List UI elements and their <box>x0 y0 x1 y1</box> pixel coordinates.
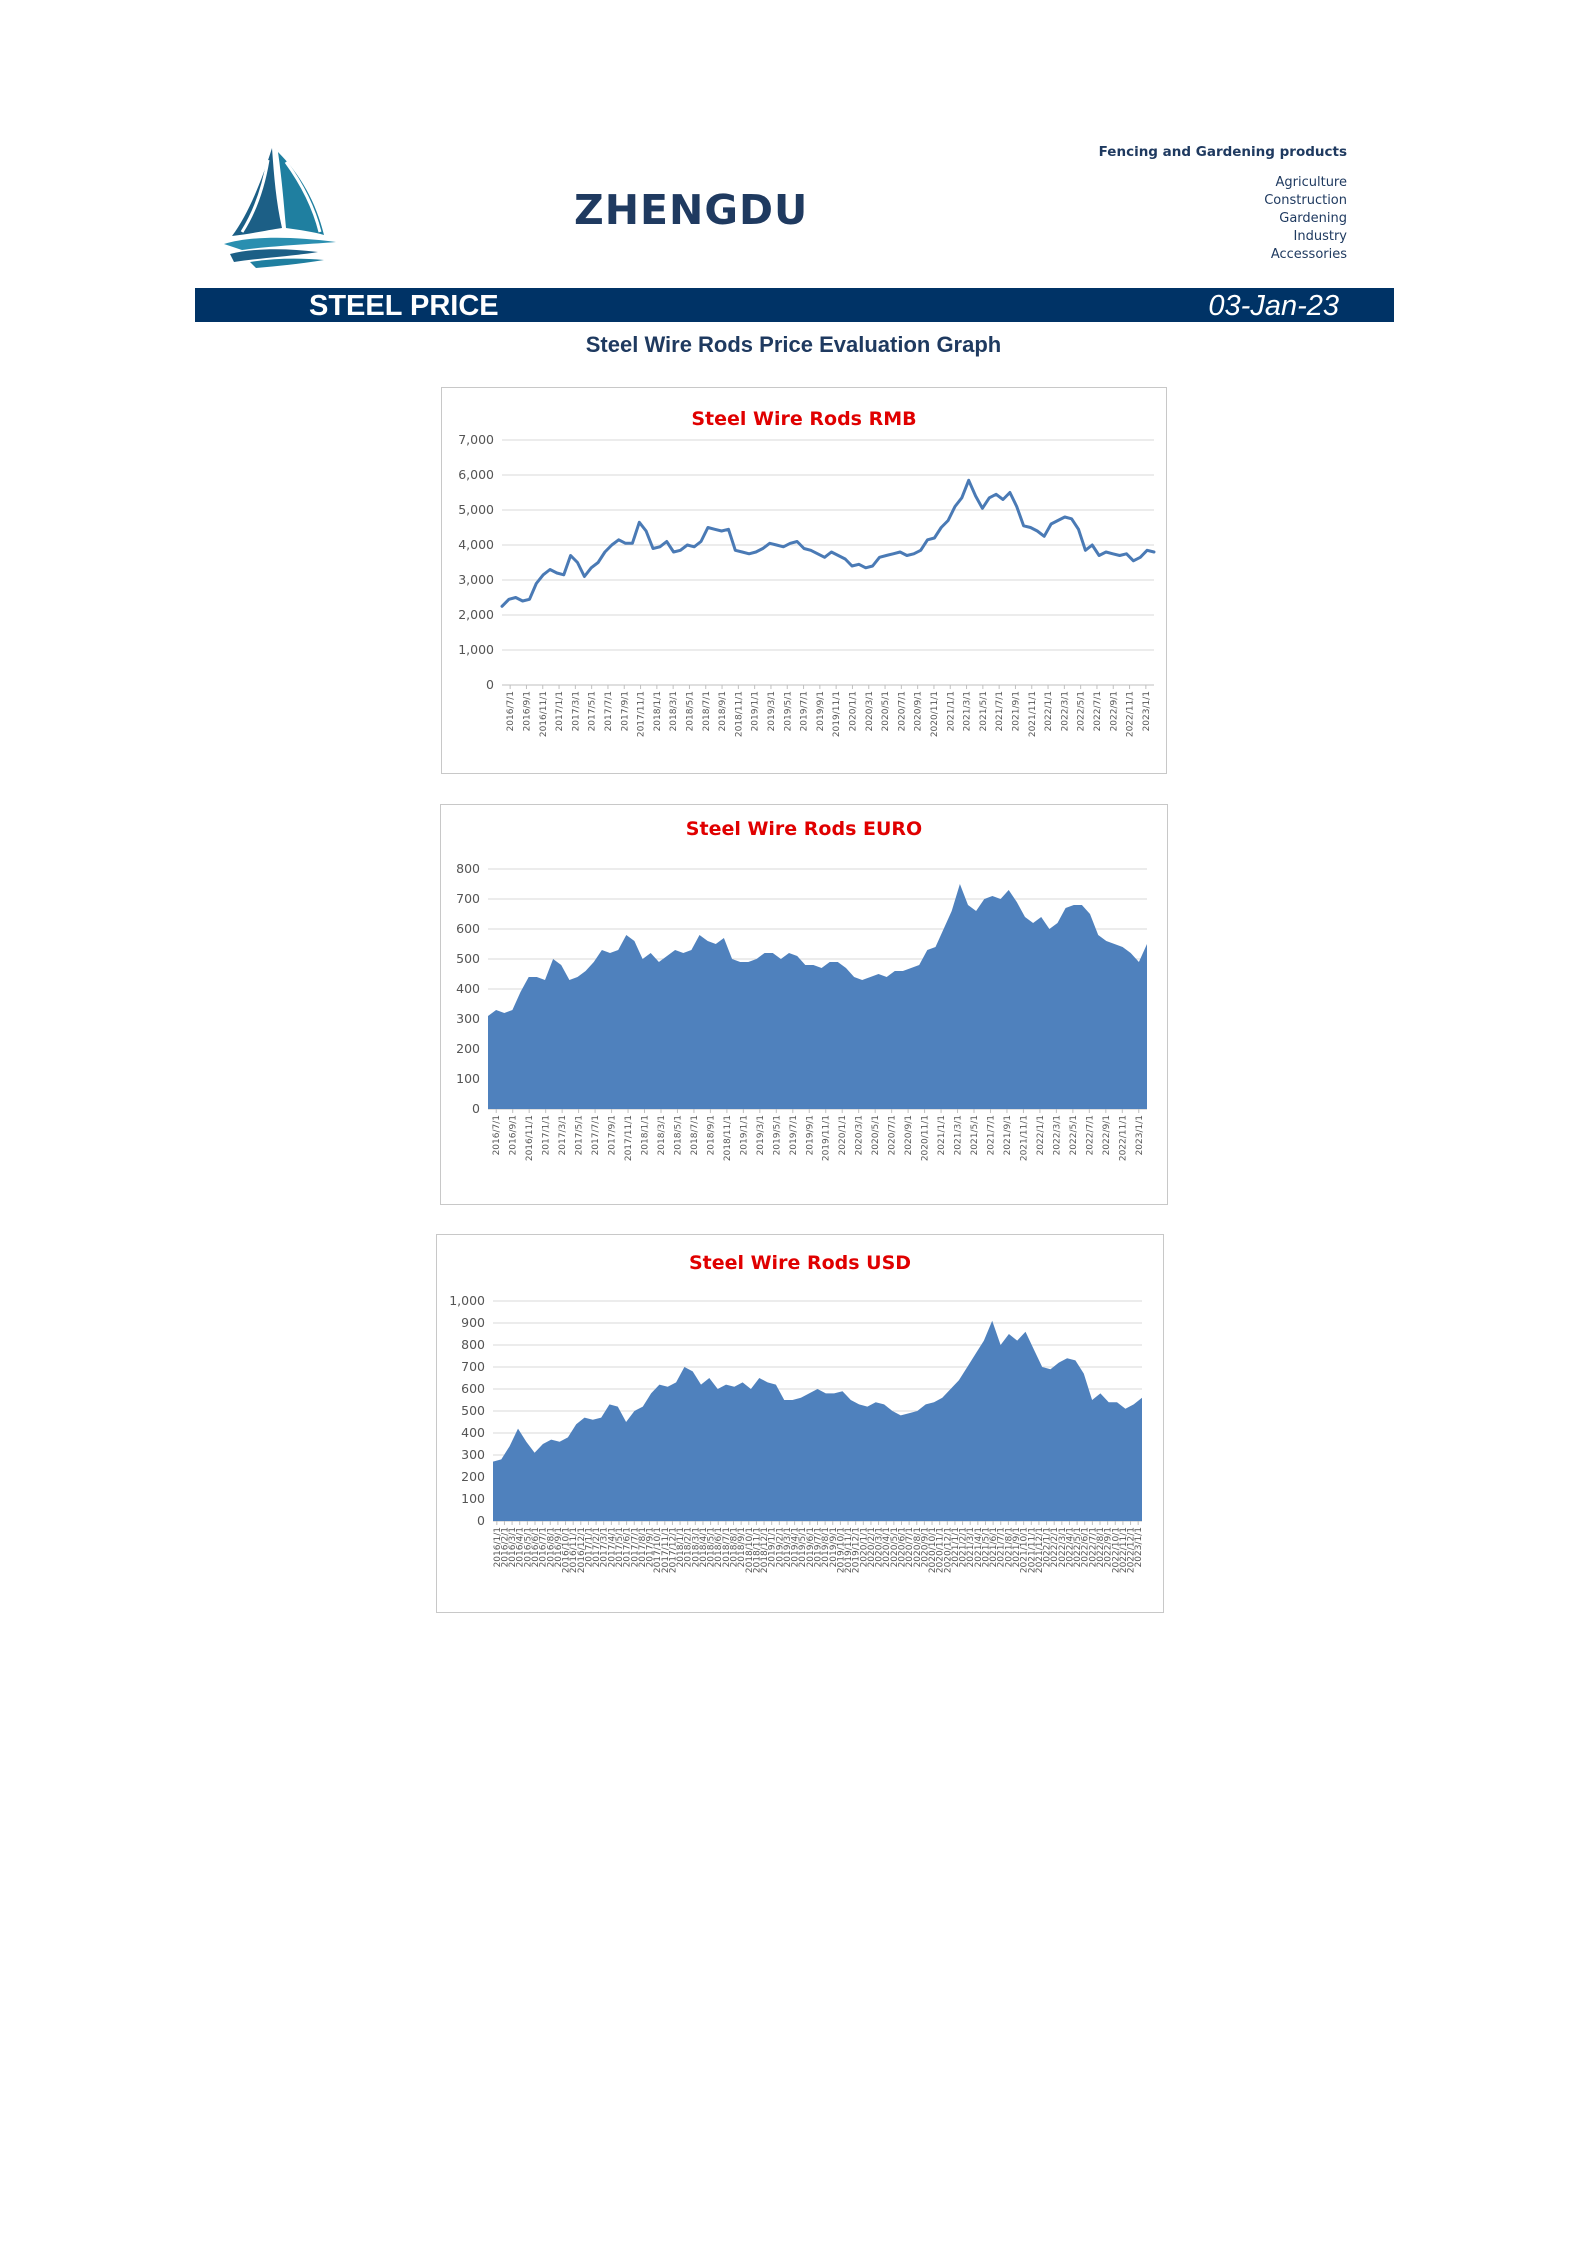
x-tick-label: 2016/1/1 <box>492 1527 503 1568</box>
y-tick-label: 0 <box>477 1513 485 1528</box>
service-item: Construction <box>1264 193 1347 208</box>
x-tick-label: 2017/12/1 <box>668 1527 679 1574</box>
x-tick-label: 2022/11/1 <box>1118 1527 1129 1574</box>
y-tick-label: 5,000 <box>458 502 494 517</box>
x-tick-label: 2016/5/1 <box>523 1527 534 1568</box>
x-tick-label: 2016/12/1 <box>576 1527 587 1574</box>
x-tick-label: 2016/9/1 <box>508 1115 519 1156</box>
y-tick-label: 7,000 <box>458 432 494 447</box>
x-tick-label: 2017/9/1 <box>620 691 631 732</box>
x-tick-label: 2021/9/1 <box>1002 1115 1013 1156</box>
x-tick-label: 2021/1/1 <box>937 1115 948 1156</box>
x-tick-label: 2020/3/1 <box>874 1527 885 1568</box>
x-tick-label: 2017/5/1 <box>574 1115 585 1156</box>
x-tick-label: 2019/1/1 <box>750 691 761 732</box>
x-tick-label: 2021/5/1 <box>981 1527 992 1568</box>
x-tick-label: 2019/1/1 <box>767 1527 778 1568</box>
y-tick-label: 100 <box>456 1071 480 1086</box>
y-tick-label: 900 <box>461 1315 485 1330</box>
x-tick-label: 2018/9/1 <box>718 691 729 732</box>
x-tick-label: 2016/8/1 <box>546 1527 557 1568</box>
x-tick-label: 2017/1/1 <box>555 691 566 732</box>
x-tick-label: 2017/11/1 <box>660 1527 671 1574</box>
x-tick-label: 2020/12/1 <box>943 1527 954 1574</box>
x-tick-label: 2018/12/1 <box>760 1527 771 1574</box>
x-tick-label: 2018/8/1 <box>729 1527 740 1568</box>
y-tick-label: 800 <box>456 861 480 876</box>
x-tick-label: 2018/1/1 <box>676 1527 687 1568</box>
x-tick-label: 2016/3/1 <box>508 1527 519 1568</box>
x-tick-label: 2018/9/1 <box>706 1115 717 1156</box>
y-tick-label: 1,000 <box>449 1293 485 1308</box>
x-tick-label: 2021/7/1 <box>996 1527 1007 1568</box>
x-tick-label: 2020/1/1 <box>848 691 859 732</box>
x-tick-label: 2021/7/1 <box>995 691 1006 732</box>
x-tick-label: 2018/5/1 <box>673 1115 684 1156</box>
x-tick-label: 2019/3/1 <box>766 691 777 732</box>
x-tick-label: 2020/7/1 <box>905 1527 916 1568</box>
x-tick-label: 2017/2/1 <box>592 1527 603 1568</box>
x-tick-label: 2017/9/1 <box>607 1115 618 1156</box>
x-tick-label: 2019/9/1 <box>828 1527 839 1568</box>
x-tick-label: 2018/7/1 <box>689 1115 700 1156</box>
y-tick-label: 0 <box>486 677 494 692</box>
chart-usd-svg <box>437 1235 1165 1614</box>
x-tick-label: 2022/10/1 <box>1111 1527 1122 1574</box>
x-tick-label: 2022/9/1 <box>1101 1115 1112 1156</box>
x-tick-label: 2018/5/1 <box>706 1527 717 1568</box>
x-tick-label: 2019/5/1 <box>772 1115 783 1156</box>
x-tick-label: 2019/2/1 <box>775 1527 786 1568</box>
x-tick-label: 2022/3/1 <box>1052 1115 1063 1156</box>
x-tick-label: 2022/7/1 <box>1092 691 1103 732</box>
x-tick-label: 2022/9/1 <box>1103 1527 1114 1568</box>
x-tick-label: 2018/6/1 <box>714 1527 725 1568</box>
x-tick-label: 2018/1/1 <box>652 691 663 732</box>
y-tick-label: 200 <box>461 1469 485 1484</box>
x-tick-label: 2018/11/1 <box>752 1527 763 1574</box>
y-tick-label: 300 <box>461 1447 485 1462</box>
x-tick-label: 2019/9/1 <box>815 691 826 732</box>
chart-title: Steel Wire Rods USD <box>688 1252 912 1274</box>
x-tick-label: 2018/11/1 <box>734 691 745 738</box>
y-tick-label: 600 <box>456 921 480 936</box>
x-tick-label: 2021/9/1 <box>1011 691 1022 732</box>
x-tick-label: 2017/11/1 <box>624 1115 635 1162</box>
chart-euro-svg <box>441 805 1169 1206</box>
x-tick-label: 2021/2/1 <box>958 1527 969 1568</box>
x-tick-label: 2021/9/1 <box>1012 1527 1023 1568</box>
x-tick-label: 2016/10/1 <box>561 1527 572 1574</box>
y-tick-label: 500 <box>461 1403 485 1418</box>
y-tick-label: 700 <box>456 891 480 906</box>
x-tick-label: 2022/4/1 <box>1065 1527 1076 1568</box>
x-tick-label: 2021/8/1 <box>1004 1527 1015 1568</box>
x-tick-label: 2020/1/1 <box>838 1115 849 1156</box>
x-tick-label: 2017/6/1 <box>622 1527 633 1568</box>
x-tick-label: 2020/5/1 <box>881 691 892 732</box>
chart-rmb-svg <box>442 388 1168 775</box>
y-tick-label: 0 <box>472 1101 480 1116</box>
x-tick-label: 2019/11/1 <box>821 1115 832 1162</box>
y-tick-label: 400 <box>461 1425 485 1440</box>
x-tick-label: 2020/9/1 <box>913 691 924 732</box>
services-block <box>1099 144 1347 264</box>
x-tick-label: 2021/5/1 <box>970 1115 981 1156</box>
x-tick-label: 2020/3/1 <box>854 1115 865 1156</box>
y-tick-label: 800 <box>461 1337 485 1352</box>
x-tick-label: 2022/1/1 <box>1044 691 1055 732</box>
x-tick-label: 2020/11/1 <box>920 1115 931 1162</box>
y-tick-label: 1,000 <box>458 642 494 657</box>
y-tick-label: 700 <box>461 1359 485 1374</box>
x-tick-label: 2021/1/1 <box>950 1527 961 1568</box>
x-tick-label: 2021/7/1 <box>986 1115 997 1156</box>
x-tick-label: 2020/7/1 <box>897 691 908 732</box>
series-line <box>502 480 1154 606</box>
x-tick-label: 2017/9/1 <box>645 1527 656 1568</box>
x-tick-label: 2018/2/1 <box>683 1527 694 1568</box>
x-tick-label: 2022/2/1 <box>1050 1527 1061 1568</box>
x-tick-label: 2016/11/1 <box>569 1527 580 1574</box>
x-tick-label: 2017/10/1 <box>653 1527 664 1574</box>
x-tick-label: 2020/2/1 <box>866 1527 877 1568</box>
x-tick-label: 2020/7/1 <box>887 1115 898 1156</box>
x-tick-label: 2018/5/1 <box>685 691 696 732</box>
y-tick-label: 500 <box>456 951 480 966</box>
y-tick-label: 2,000 <box>458 607 494 622</box>
x-tick-label: 2018/3/1 <box>691 1527 702 1568</box>
x-tick-label: 2018/1/1 <box>640 1115 651 1156</box>
x-tick-label: 2017/7/1 <box>630 1527 641 1568</box>
x-tick-label: 2020/11/1 <box>929 691 940 738</box>
service-item: Industry <box>1293 229 1347 244</box>
x-tick-label: 2016/6/1 <box>530 1527 541 1568</box>
x-tick-label: 2020/4/1 <box>882 1527 893 1568</box>
x-tick-label: 2022/11/1 <box>1118 1115 1129 1162</box>
x-tick-label: 2020/11/1 <box>935 1527 946 1574</box>
x-tick-label: 2021/1/1 <box>946 691 957 732</box>
x-tick-label: 2022/12/1 <box>1126 1527 1137 1574</box>
x-tick-label: 2019/11/1 <box>832 691 843 738</box>
x-tick-label: 2022/3/1 <box>1057 1527 1068 1568</box>
page-title: Steel Wire Rods Price Evaluation Graph <box>585 332 1002 357</box>
x-tick-label: 2018/11/1 <box>722 1115 733 1162</box>
x-tick-label: 2019/7/1 <box>813 1527 824 1568</box>
x-tick-label: 2018/7/1 <box>721 1527 732 1568</box>
x-tick-label: 2016/7/1 <box>538 1527 549 1568</box>
x-tick-label: 2022/3/1 <box>1060 691 1071 732</box>
chart-euro <box>440 804 1168 1205</box>
x-tick-label: 2017/1/1 <box>541 1115 552 1156</box>
x-tick-label: 2019/6/1 <box>805 1527 816 1568</box>
x-tick-label: 2020/8/1 <box>912 1527 923 1568</box>
x-tick-label: 2017/11/1 <box>636 691 647 738</box>
x-tick-label: 2019/5/1 <box>798 1527 809 1568</box>
x-tick-label: 2020/5/1 <box>889 1527 900 1568</box>
x-tick-label: 2022/7/1 <box>1088 1527 1099 1568</box>
x-tick-label: 2019/3/1 <box>782 1527 793 1568</box>
x-tick-label: 2022/8/1 <box>1096 1527 1107 1568</box>
x-tick-label: 2019/11/1 <box>844 1527 855 1574</box>
chart-title: Steel Wire Rods RMB <box>691 408 917 430</box>
x-tick-label: 2021/3/1 <box>962 691 973 732</box>
x-tick-label: 2017/3/1 <box>558 1115 569 1156</box>
x-tick-label: 2021/3/1 <box>953 1115 964 1156</box>
y-tick-label: 400 <box>456 981 480 996</box>
x-tick-label: 2017/7/1 <box>603 691 614 732</box>
x-tick-label: 2020/9/1 <box>904 1115 915 1156</box>
x-tick-label: 2018/3/1 <box>669 691 680 732</box>
x-tick-label: 2019/12/1 <box>851 1527 862 1574</box>
x-tick-label: 2020/3/1 <box>864 691 875 732</box>
chart-title: Steel Wire Rods EURO <box>685 818 923 840</box>
x-tick-label: 2019/8/1 <box>821 1527 832 1568</box>
service-item: Gardening <box>1279 211 1347 226</box>
brand-name: ZHENGDU <box>574 186 809 234</box>
x-tick-label: 2020/6/1 <box>897 1527 908 1568</box>
tagline: Fencing and Gardening products <box>1098 144 1347 160</box>
x-tick-label: 2019/4/1 <box>790 1527 801 1568</box>
x-tick-label: 2022/5/1 <box>1073 1527 1084 1568</box>
y-tick-label: 600 <box>461 1381 485 1396</box>
x-tick-label: 2022/1/1 <box>1035 1115 1046 1156</box>
title-banner <box>195 288 1394 322</box>
x-tick-label: 2017/8/1 <box>637 1527 648 1568</box>
service-item: Agriculture <box>1275 175 1347 190</box>
chart-usd <box>436 1234 1164 1613</box>
x-tick-label: 2016/7/1 <box>506 691 517 732</box>
y-tick-label: 3,000 <box>458 572 494 587</box>
banner-title: STEEL PRICE <box>309 290 499 322</box>
company-logo <box>220 140 350 275</box>
x-tick-label: 2022/5/1 <box>1068 1115 1079 1156</box>
x-tick-label: 2022/9/1 <box>1109 691 1120 732</box>
x-tick-label: 2017/5/1 <box>587 691 598 732</box>
x-tick-label: 2017/7/1 <box>591 1115 602 1156</box>
series-area <box>488 884 1147 1109</box>
x-tick-label: 2017/3/1 <box>571 691 582 732</box>
x-tick-label: 2016/4/1 <box>515 1527 526 1568</box>
x-tick-label: 2019/7/1 <box>799 691 810 732</box>
x-tick-label: 2020/1/1 <box>859 1527 870 1568</box>
x-tick-label: 2016/9/1 <box>553 1527 564 1568</box>
x-tick-label: 2017/4/1 <box>607 1527 618 1568</box>
x-tick-label: 2019/10/1 <box>836 1527 847 1574</box>
banner-date: 03-Jan-23 <box>1208 290 1339 322</box>
x-tick-label: 2021/4/1 <box>973 1527 984 1568</box>
x-tick-label: 2016/7/1 <box>492 1115 503 1156</box>
x-tick-label: 2018/10/1 <box>744 1527 755 1574</box>
sailboat-logo-icon <box>220 140 350 275</box>
y-tick-label: 6,000 <box>458 467 494 482</box>
x-tick-label: 2021/5/1 <box>978 691 989 732</box>
x-tick-label: 2017/3/1 <box>599 1527 610 1568</box>
x-tick-label: 2022/11/1 <box>1125 691 1136 738</box>
x-tick-label: 2023/1/1 <box>1141 691 1152 732</box>
x-tick-label: 2018/9/1 <box>737 1527 748 1568</box>
x-tick-label: 2021/11/1 <box>1019 1115 1030 1162</box>
x-tick-label: 2018/3/1 <box>656 1115 667 1156</box>
x-tick-label: 2019/1/1 <box>739 1115 750 1156</box>
x-tick-label: 2016/11/1 <box>538 691 549 738</box>
x-tick-label: 2018/7/1 <box>701 691 712 732</box>
x-tick-label: 2018/4/1 <box>698 1527 709 1568</box>
x-tick-label: 2020/10/1 <box>928 1527 939 1574</box>
x-tick-label: 2022/6/1 <box>1080 1527 1091 1568</box>
y-tick-label: 4,000 <box>458 537 494 552</box>
chart-rmb <box>441 387 1167 774</box>
x-tick-label: 2021/12/1 <box>1034 1527 1045 1574</box>
x-tick-label: 2023/1/1 <box>1134 1527 1145 1568</box>
x-tick-label: 2016/9/1 <box>522 691 533 732</box>
x-tick-label: 2021/6/1 <box>989 1527 1000 1568</box>
x-tick-label: 2019/7/1 <box>788 1115 799 1156</box>
x-tick-label: 2019/9/1 <box>805 1115 816 1156</box>
x-tick-label: 2022/5/1 <box>1076 691 1087 732</box>
x-tick-label: 2020/9/1 <box>920 1527 931 1568</box>
x-tick-label: 2019/3/1 <box>755 1115 766 1156</box>
x-tick-label: 2017/1/1 <box>584 1527 595 1568</box>
x-tick-label: 2021/10/1 <box>1019 1527 1030 1574</box>
x-tick-label: 2022/1/1 <box>1042 1527 1053 1568</box>
service-item: Accessories <box>1270 247 1347 262</box>
x-tick-label: 2021/11/1 <box>1027 691 1038 738</box>
y-tick-label: 300 <box>456 1011 480 1026</box>
x-tick-label: 2020/5/1 <box>871 1115 882 1156</box>
x-tick-label: 2021/11/1 <box>1027 1527 1038 1574</box>
x-tick-label: 2019/5/1 <box>783 691 794 732</box>
x-tick-label: 2016/2/1 <box>500 1527 511 1568</box>
y-tick-label: 200 <box>456 1041 480 1056</box>
x-tick-label: 2021/3/1 <box>966 1527 977 1568</box>
series-area <box>493 1321 1142 1521</box>
x-tick-label: 2022/7/1 <box>1085 1115 1096 1156</box>
x-tick-label: 2023/1/1 <box>1134 1115 1145 1156</box>
x-tick-label: 2017/5/1 <box>614 1527 625 1568</box>
y-tick-label: 100 <box>461 1491 485 1506</box>
x-tick-label: 2016/11/1 <box>525 1115 536 1162</box>
